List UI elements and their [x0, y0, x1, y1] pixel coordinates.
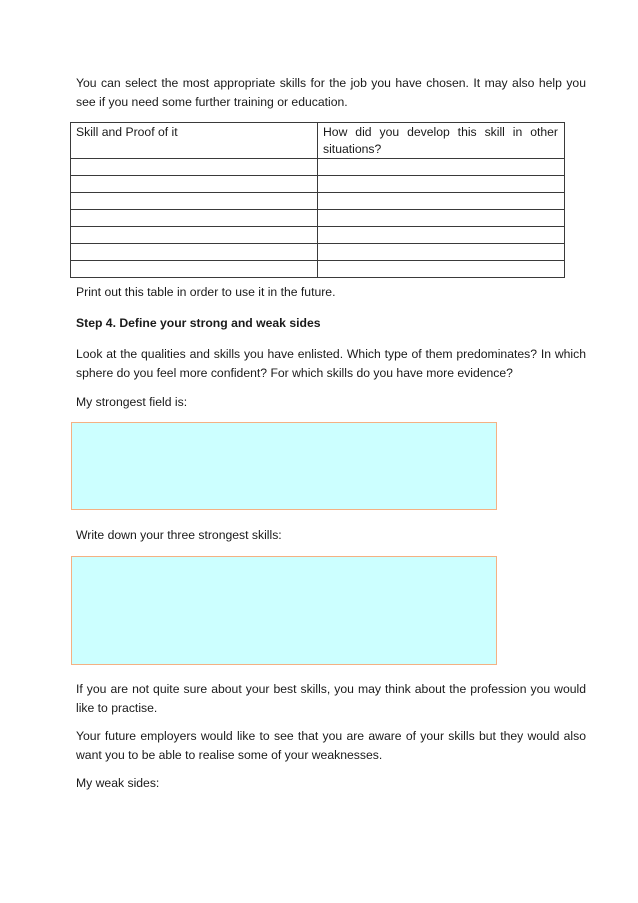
table-row: [71, 210, 565, 227]
table-row: [71, 193, 565, 210]
table-cell[interactable]: [318, 261, 565, 278]
table-row: [71, 244, 565, 261]
weak-sides-label: My weak sides:: [76, 776, 160, 790]
table-row: [71, 227, 565, 244]
table-row: [71, 176, 565, 193]
strongest-field-label: My strongest field is:: [76, 395, 188, 409]
table-cell[interactable]: [71, 159, 318, 176]
employers-paragraph: Your future employers would like to see that you are aware of your skills but they would also want you to be able to realise some of your weaknesses.: [76, 729, 586, 762]
table-cell[interactable]: [318, 159, 565, 176]
table-cell[interactable]: [71, 210, 318, 227]
table-header-development: How did you develop this skill in other situations?: [318, 123, 565, 159]
table-cell[interactable]: [71, 227, 318, 244]
table-row: [71, 159, 565, 176]
strongest-field-answer-box[interactable]: [71, 422, 497, 510]
table-header-row: [71, 123, 565, 159]
table-cell[interactable]: [318, 210, 565, 227]
table-cell[interactable]: [71, 261, 318, 278]
table-header-skill: Skill and Proof of it: [71, 123, 318, 159]
three-skills-label: Write down your three strongest skills:: [76, 528, 282, 542]
table-cell[interactable]: [71, 193, 318, 210]
table-cell[interactable]: [318, 244, 565, 261]
intro-paragraph: You can select the most appropriate skills for the job you have chosen. It may also help you see if you need some further training or education.: [76, 76, 586, 109]
step4-heading: Step 4. Define your strong and weak sides: [76, 316, 321, 330]
table-cell[interactable]: [318, 227, 565, 244]
step4-paragraph: Look at the qualities and skills you have enlisted. Which type of them predominates? In which sphere do you feel more confident? For which skills do you have more evidence?: [76, 347, 586, 380]
table-cell[interactable]: [71, 244, 318, 261]
print-note: Print out this table in order to use it in the future.: [76, 285, 336, 299]
skills-table: [70, 122, 565, 278]
table-cell[interactable]: [318, 193, 565, 210]
table-row: [71, 261, 565, 278]
table-cell[interactable]: [318, 176, 565, 193]
table-cell[interactable]: [71, 176, 318, 193]
three-skills-answer-box[interactable]: [71, 556, 497, 665]
not-sure-paragraph: If you are not quite sure about your best skills, you may think about the profession you would like to practise.: [76, 682, 586, 715]
